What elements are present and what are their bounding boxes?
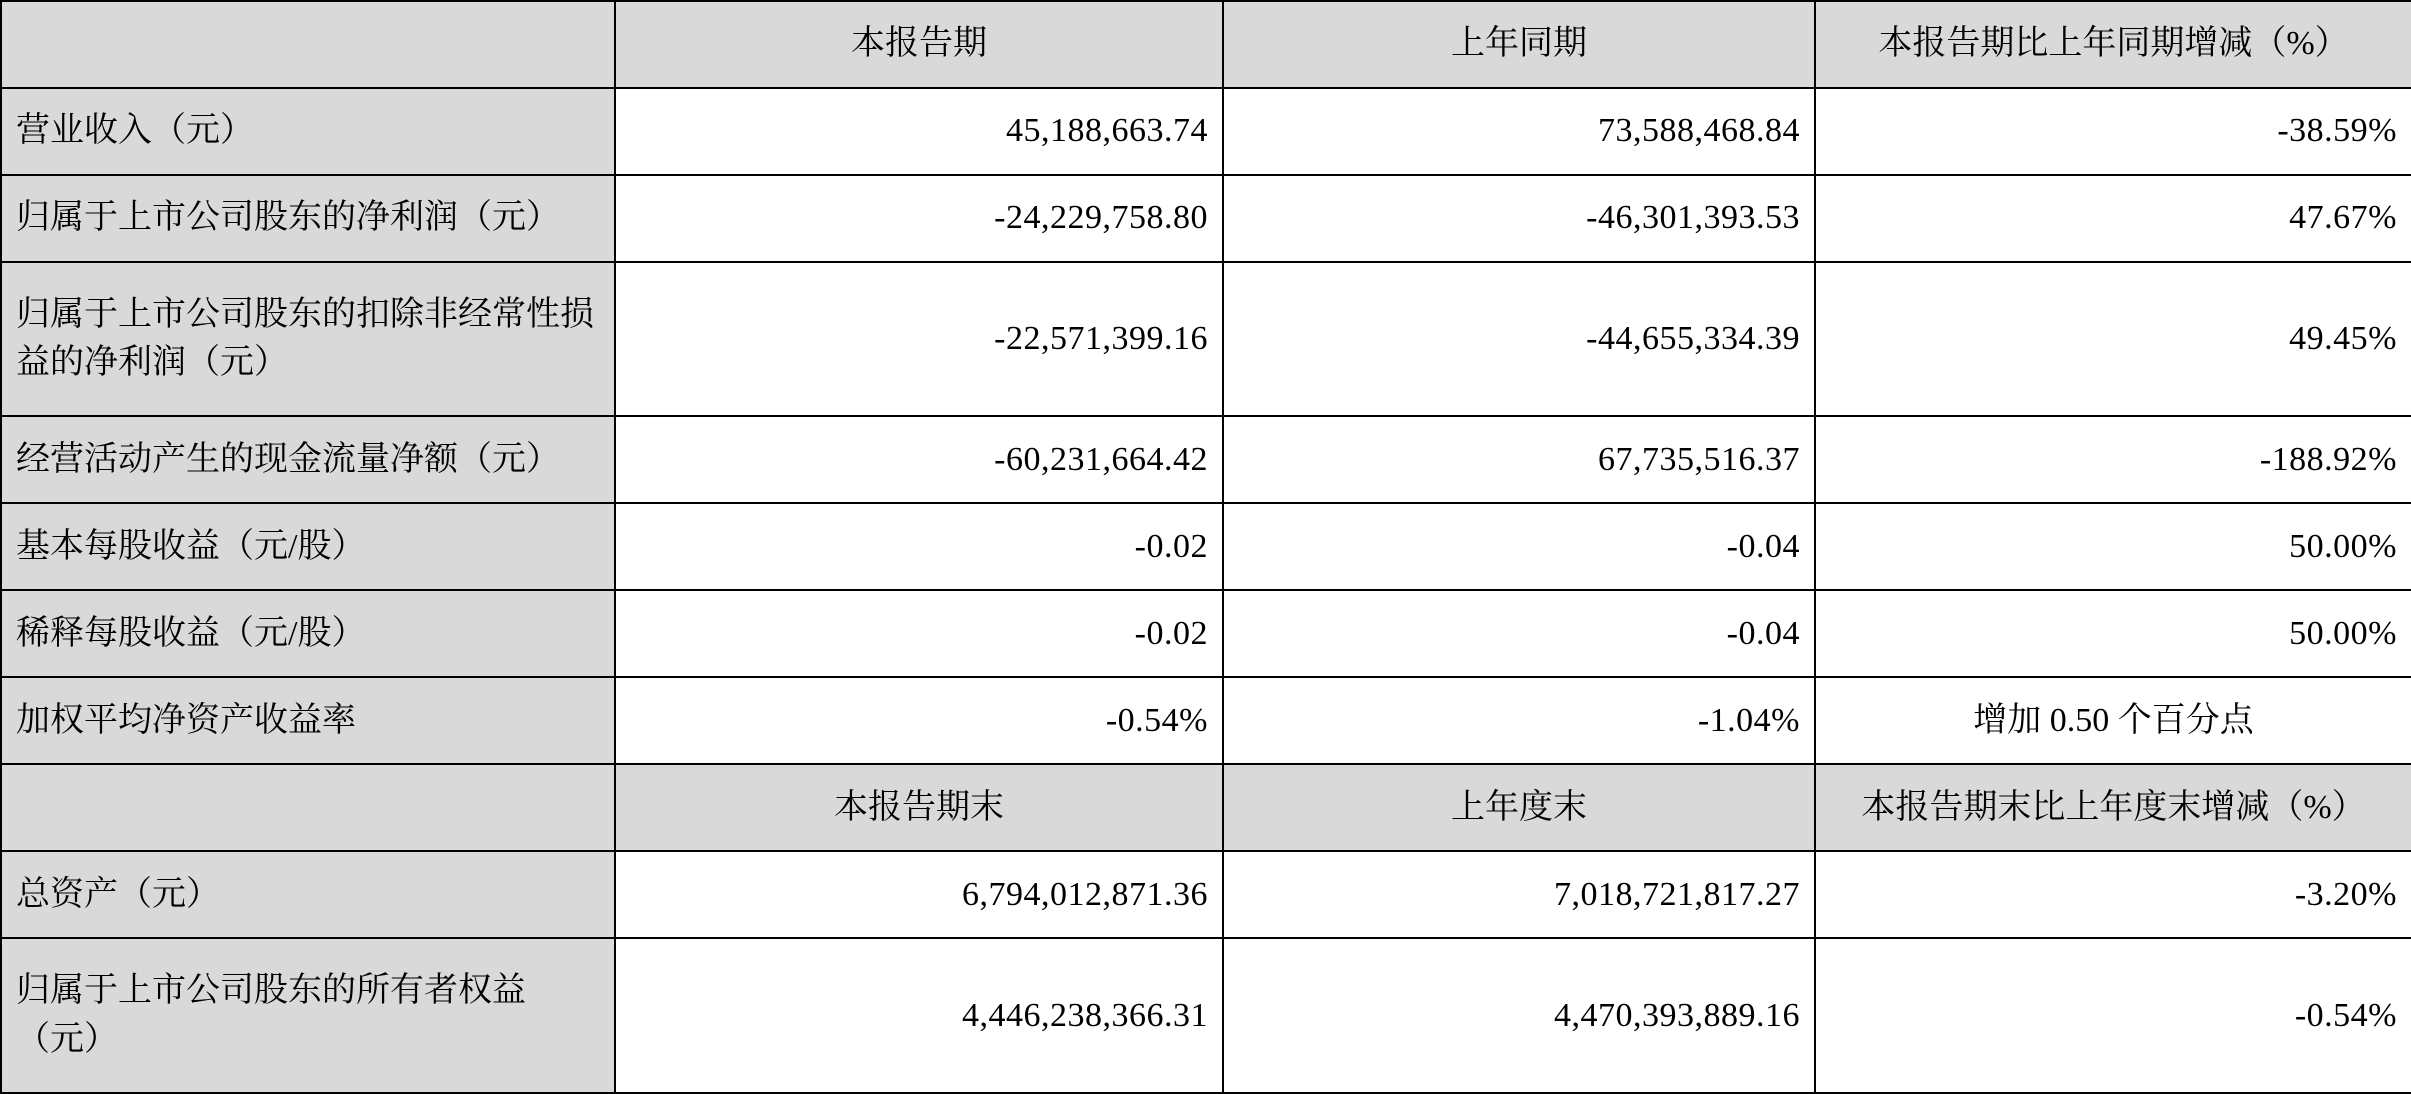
table-row [1,677,2411,764]
row-value-equity-current: 4,446,238,366.31 [615,938,1223,1093]
table-header-row-period [1,1,2411,88]
header-cell-previous-endperiod: 上年度末 [1223,764,1815,851]
header-cell-blank [1,1,615,88]
header-cell-change-endperiod: 本报告期末比上年度末增减（%） [1815,764,2411,851]
row-value-total-assets-change: -3.20% [1815,851,2411,938]
row-value-total-assets-current: 6,794,012,871.36 [615,851,1223,938]
row-value-weighted-roe-previous: -1.04% [1223,677,1815,764]
row-value-diluted-eps-change: 50.00% [1815,590,2411,677]
table-row [1,416,2411,503]
row-value-diluted-eps-previous: -0.04 [1223,590,1815,677]
row-value-operating-cashflow-change: -188.92% [1815,416,2411,503]
row-label-net-profit: 归属于上市公司股东的净利润（元） [1,175,615,262]
table-row [1,851,2411,938]
row-value-basic-eps-change: 50.00% [1815,503,2411,590]
table-row [1,503,2411,590]
row-label-revenue: 营业收入（元） [1,88,615,175]
row-value-revenue-previous: 73,588,468.84 [1223,88,1815,175]
row-value-total-assets-previous: 7,018,721,817.27 [1223,851,1815,938]
row-value-net-profit-change: 47.67% [1815,175,2411,262]
table-row [1,175,2411,262]
row-value-basic-eps-previous: -0.04 [1223,503,1815,590]
row-label-basic-eps: 基本每股收益（元/股） [1,503,615,590]
header-cell-current-period: 本报告期 [615,1,1223,88]
row-label-net-profit-deducted: 归属于上市公司股东的扣除非经常性损益的净利润（元） [1,262,615,416]
row-label-equity: 归属于上市公司股东的所有者权益（元） [1,938,615,1093]
row-value-basic-eps-current: -0.02 [615,503,1223,590]
row-value-net-profit-current: -24,229,758.80 [615,175,1223,262]
row-value-net-profit-deducted-change: 49.45% [1815,262,2411,416]
row-value-operating-cashflow-previous: 67,735,516.37 [1223,416,1815,503]
header-cell-current-endperiod: 本报告期末 [615,764,1223,851]
row-label-diluted-eps: 稀释每股收益（元/股） [1,590,615,677]
row-value-diluted-eps-current: -0.02 [615,590,1223,677]
row-label-weighted-roe: 加权平均净资产收益率 [1,677,615,764]
row-value-equity-previous: 4,470,393,889.16 [1223,938,1815,1093]
row-value-weighted-roe-current: -0.54% [615,677,1223,764]
row-value-net-profit-deducted-current: -22,571,399.16 [615,262,1223,416]
header-cell-blank-2 [1,764,615,851]
header-cell-previous-period: 上年同期 [1223,1,1815,88]
row-label-operating-cashflow: 经营活动产生的现金流量净额（元） [1,416,615,503]
row-value-revenue-change: -38.59% [1815,88,2411,175]
row-label-total-assets: 总资产（元） [1,851,615,938]
table-row [1,590,2411,677]
row-value-equity-change: -0.54% [1815,938,2411,1093]
table-row [1,938,2411,1093]
row-value-net-profit-deducted-previous: -44,655,334.39 [1223,262,1815,416]
table-row [1,262,2411,416]
row-value-revenue-current: 45,188,663.74 [615,88,1223,175]
row-value-net-profit-previous: -46,301,393.53 [1223,175,1815,262]
header-cell-change-period: 本报告期比上年同期增减（%） [1815,1,2411,88]
table-header-row-endperiod [1,764,2411,851]
row-value-operating-cashflow-current: -60,231,664.42 [615,416,1223,503]
table-row [1,88,2411,175]
row-value-weighted-roe-change: 增加 0.50 个百分点 [1815,677,2411,764]
